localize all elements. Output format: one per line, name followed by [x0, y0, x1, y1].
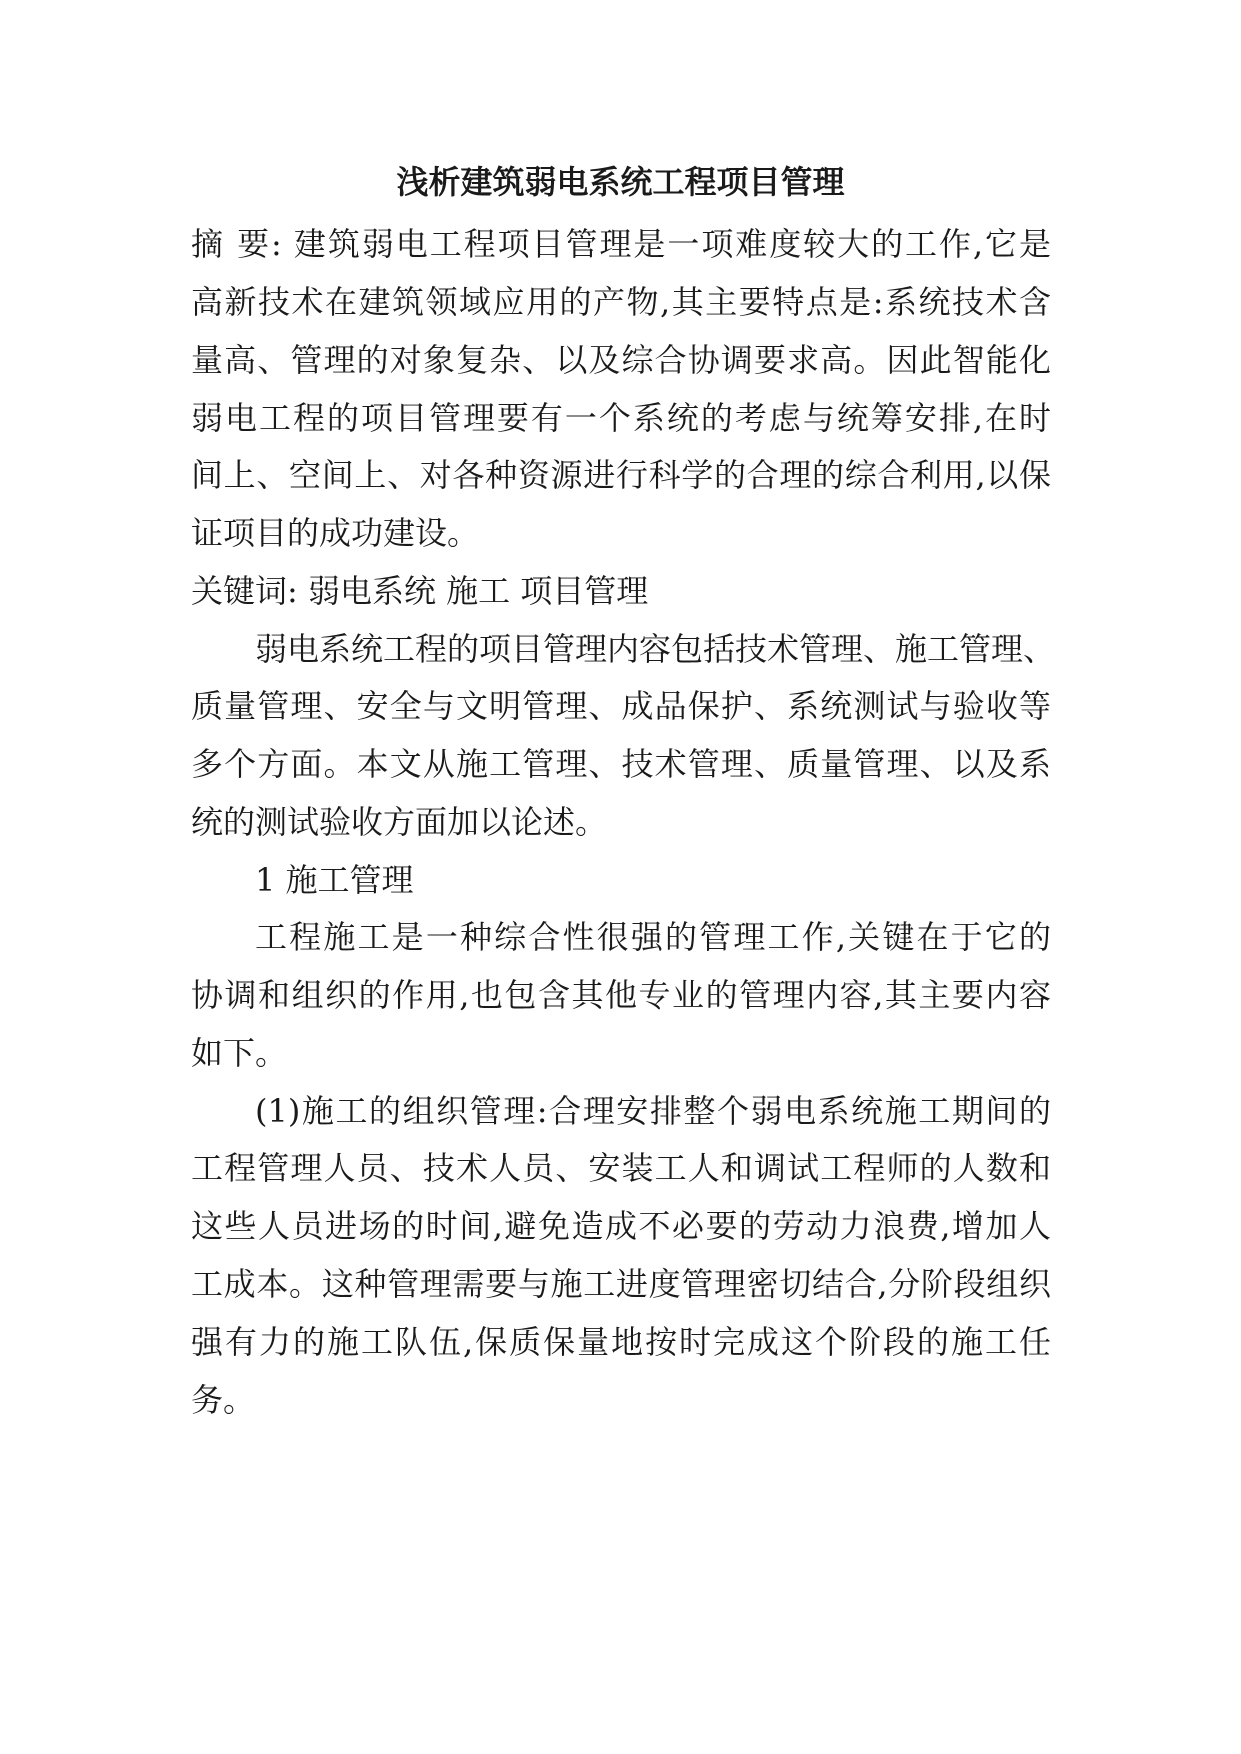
section-para-1-line-3: 如下。	[191, 1034, 288, 1072]
section-heading: 1 施工管理	[255, 861, 414, 899]
document-title: 浅析建筑弱电系统工程项目管理	[396, 163, 845, 201]
intro-line-4: 统的测试验收方面加以论述。	[191, 803, 608, 841]
abstract-line-4: 弱电工程的项目管理要有一个系统的考虑与统筹安排,在时	[191, 399, 1051, 437]
section-para-2-line-6: 务。	[191, 1381, 256, 1419]
intro-line-2: 质量管理、安全与文明管理、成品保护、系统测试与验收等	[191, 687, 1051, 725]
section-para-2-line-5: 强有力的施工队伍,保质保量地按时完成这个阶段的施工任	[191, 1323, 1051, 1361]
section-para-2-line-1: (1)施工的组织管理:合理安排整个弱电系统施工期间的	[255, 1092, 1051, 1130]
abstract-line-6: 证项目的成功建设。	[191, 514, 480, 552]
abstract-line-1: 摘 要: 建筑弱电工程项目管理是一项难度较大的工作,它是	[191, 225, 1051, 263]
section-para-2-line-4: 工成本。这种管理需要与施工进度管理密切结合,分阶段组织	[191, 1265, 1051, 1303]
section-para-2-line-3: 这些人员进场的时间,避免造成不必要的劳动力浪费,增加人	[191, 1207, 1051, 1245]
keywords-line: 关键词: 弱电系统 施工 项目管理	[191, 572, 649, 610]
abstract-line-3: 量高、管理的对象复杂、以及综合协调要求高。因此智能化	[191, 341, 1051, 379]
abstract-line-2: 高新技术在建筑领域应用的产物,其主要特点是:系统技术含	[191, 283, 1051, 321]
section-para-2-line-2: 工程管理人员、技术人员、安装工人和调试工程师的人数和	[191, 1149, 1051, 1187]
section-para-1-line-2: 协调和组织的作用,也包含其他专业的管理内容,其主要内容	[191, 976, 1051, 1014]
intro-line-1: 弱电系统工程的项目管理内容包括技术管理、施工管理、	[255, 630, 1056, 668]
section-para-1-line-1: 工程施工是一种综合性很强的管理工作,关键在于它的	[255, 918, 1051, 956]
abstract-line-5: 间上、空间上、对各种资源进行科学的合理的综合利用,以保	[191, 456, 1051, 494]
intro-line-3: 多个方面。本文从施工管理、技术管理、质量管理、以及系	[191, 745, 1051, 783]
